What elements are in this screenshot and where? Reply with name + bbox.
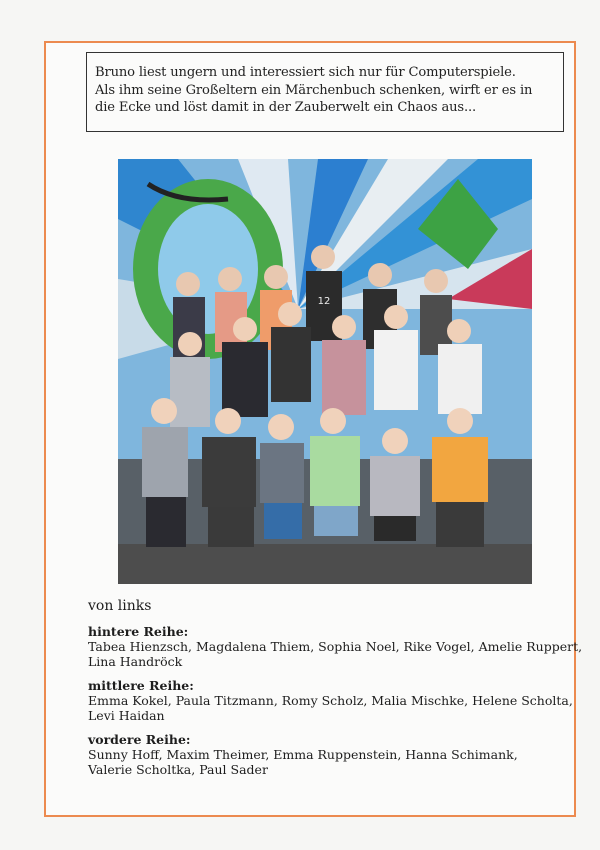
names-line: Emma Kokel, Paula Titzmann, Romy Scholz, Malia Mischke, Helene Scholta, [88,693,573,708]
group-names [88,639,583,669]
caption-group-front-row [88,732,558,777]
shirt-number: 12 [317,296,331,307]
group-photo [118,159,532,584]
names-line: Levi Haidan [88,708,165,723]
names-line: Tabea Hienzsch, Magdalena Thiem, Sophia Noel, Rike Vogel, Amelie Ruppert, [88,639,583,654]
group-title: hintere Reihe: [88,624,189,639]
intro-line: Als ihm seine Großeltern ein Märchenbuch schenken, wirft er es in [95,82,533,98]
names-line: Valerie Scholtka, Paul Sader [88,762,268,777]
group-title: mittlere Reihe: [88,678,194,693]
intro-line: die Ecke und löst damit in der Zauberwelt ein Chaos aus... [95,100,476,115]
group-names [88,747,558,777]
names-line: Lina Handröck [88,654,183,669]
caption-lead: von links [88,598,152,614]
photo-caption [88,598,583,786]
caption-group-middle-row [88,678,573,723]
caption-group-back-row [88,624,583,669]
group-title: vordere Reihe: [88,732,191,747]
group-names [88,693,573,723]
names-line: Sunny Hoff, Maxim Theimer, Emma Ruppenstein, Hanna Schimank, [88,747,518,762]
intro-line: Bruno liest ungern und interessiert sich nur für Computerspiele. [95,65,516,80]
intro-text-box [86,52,564,132]
